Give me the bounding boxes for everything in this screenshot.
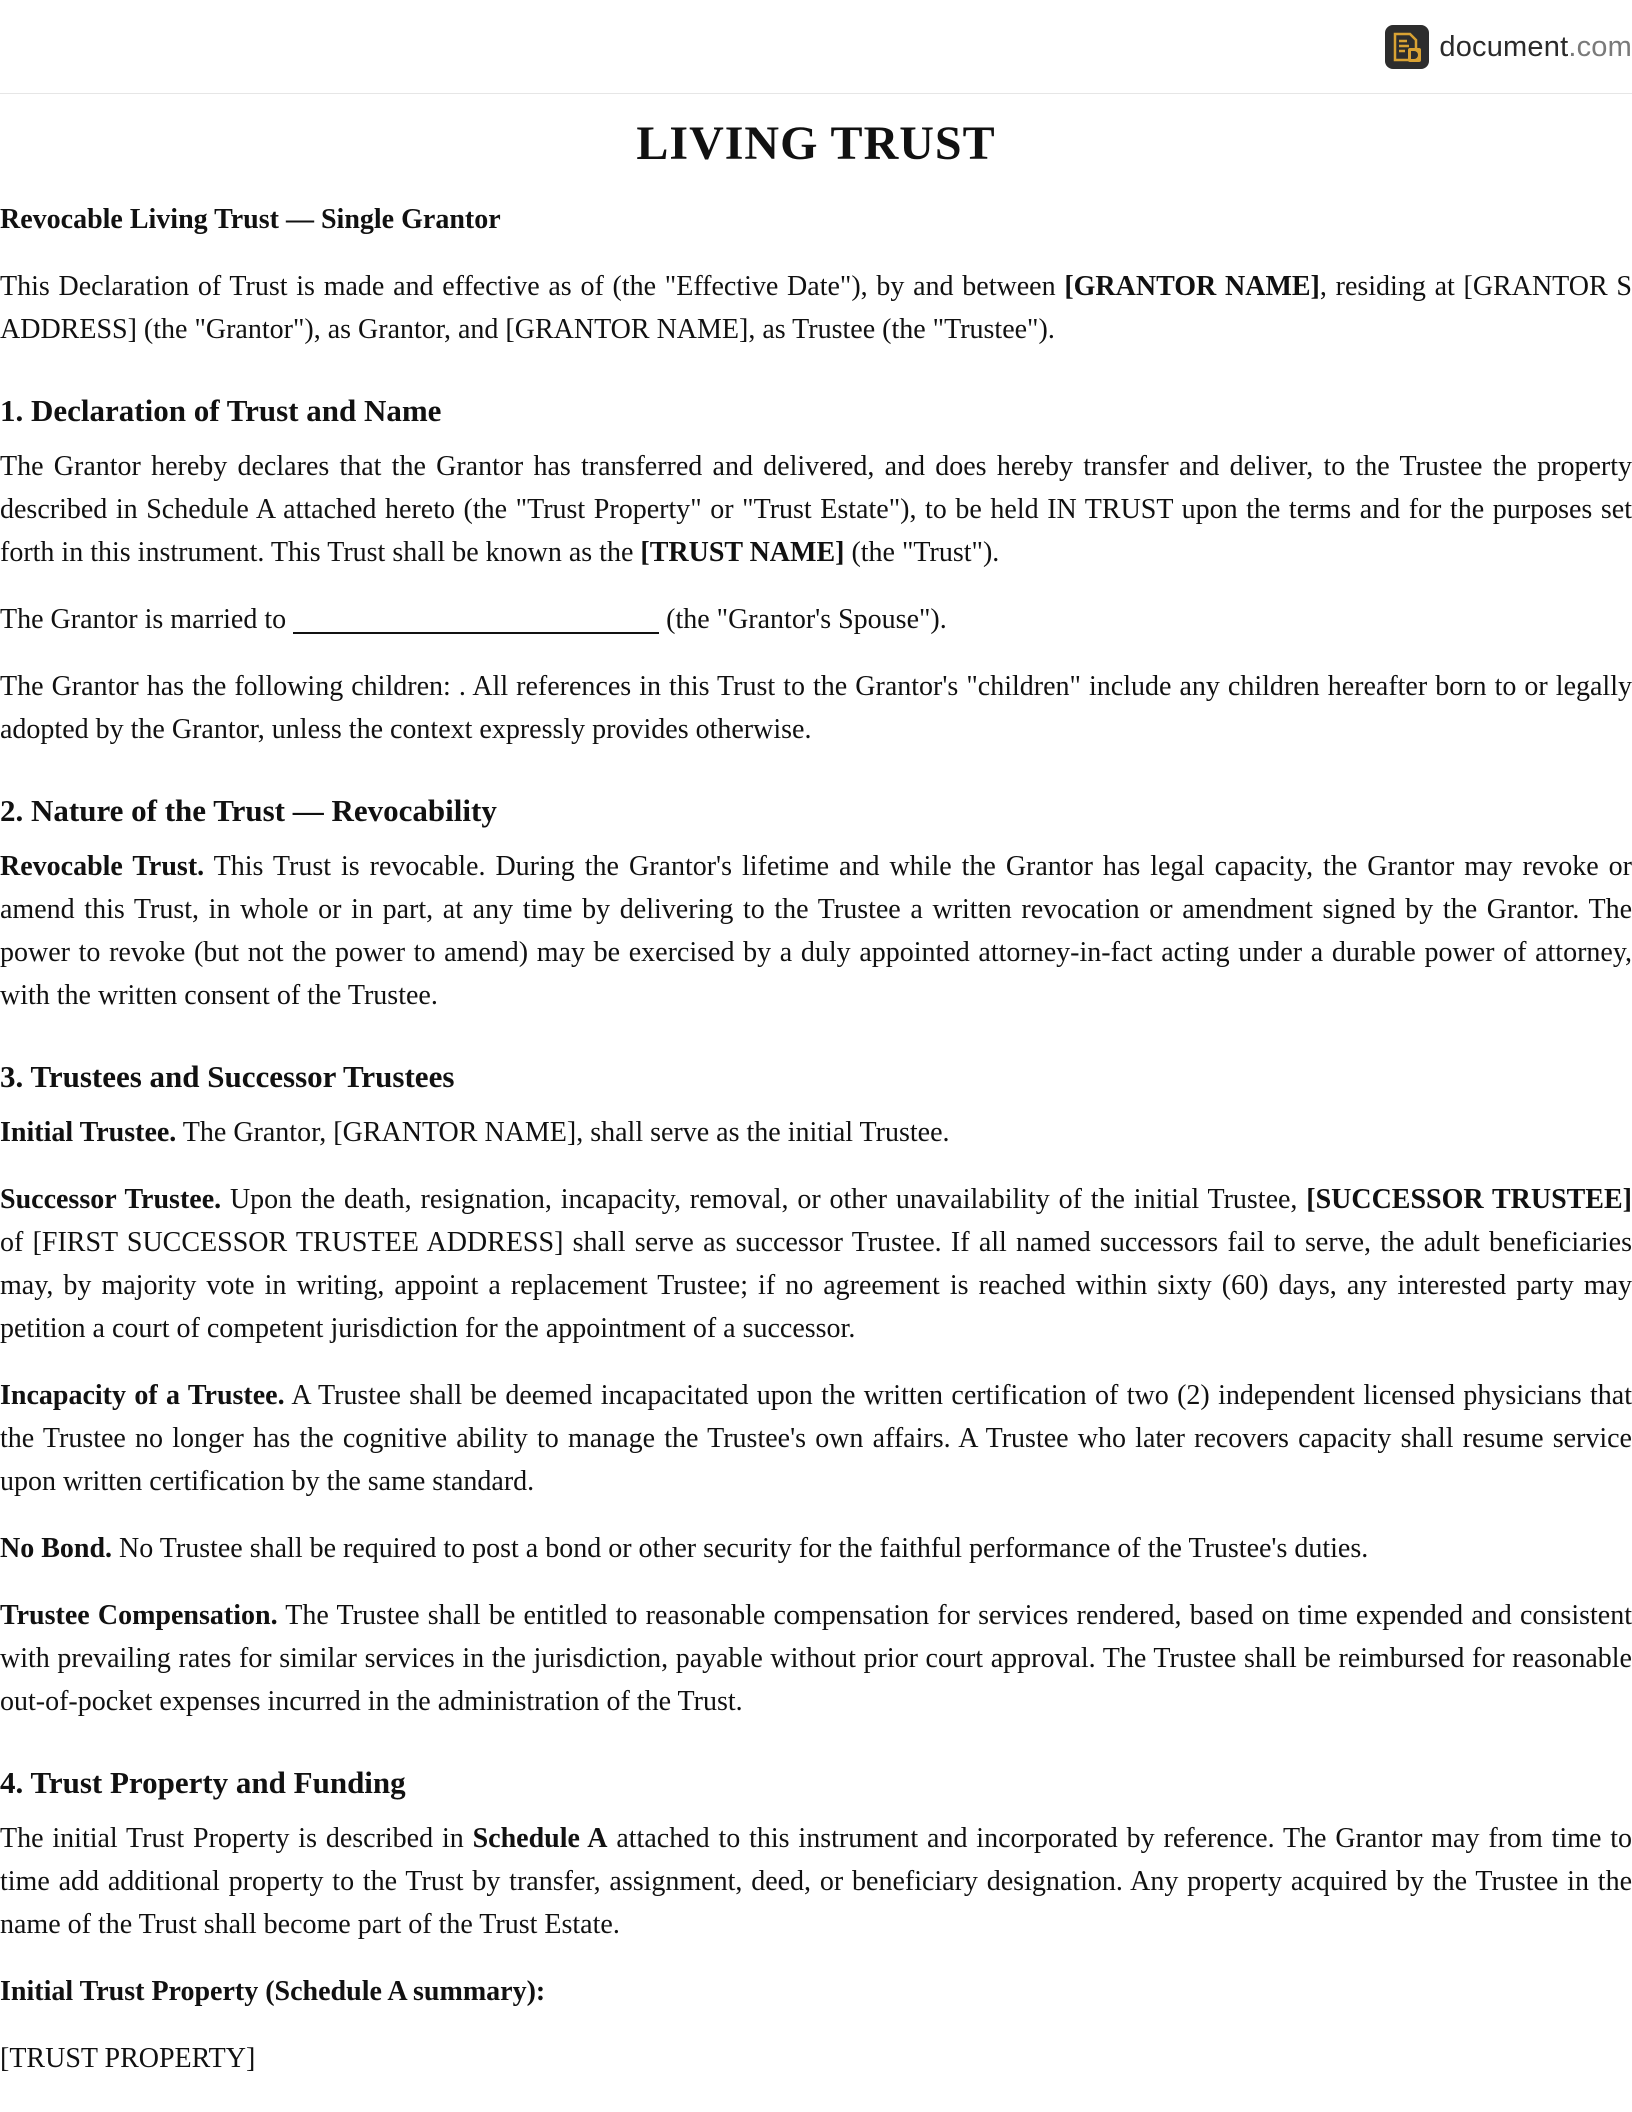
- document-title: LIVING TRUST: [636, 117, 996, 170]
- intro-grantor-name: [GRANTOR NAME]: [1064, 271, 1320, 302]
- section-4-heading: 4. Trust Property and Funding: [0, 1765, 406, 1800]
- successor-trustee-paragraph: [0, 1178, 1632, 1350]
- initial-trustee-paragraph: [0, 1111, 1632, 1154]
- top-bar: [0, 0, 1632, 94]
- s1-p2-text-1: The Grantor is married to: [0, 604, 294, 635]
- s1-p1-text-2: (the "Trust").: [844, 537, 1000, 568]
- successor-trustee-text-2: of [FIRST SUCCESSOR TRUSTEE ADDRESS] shall serve as successor Trustee. If all named successors fail to serve, the adult beneficiaries may, by majority vote in writing, appoint a replacement Trustee; if no agreement is reached within sixty (60) days, any interested party may petition a court of competent jurisdiction for the appointment of a successor.: [0, 1227, 1632, 1344]
- schedule-a-label-text: Initial Trust Property (Schedule A summary):: [0, 1976, 546, 2007]
- s4-p1-text-1: The initial Trust Property is described in: [0, 1823, 473, 1854]
- compensation-label: Trustee Compensation.: [0, 1600, 278, 1631]
- brand-name-tld: .com: [1568, 30, 1632, 63]
- incapacity-label: Incapacity of a Trustee.: [0, 1380, 285, 1411]
- spouse-blank-line: [293, 602, 659, 634]
- section-1-paragraph-2: [0, 598, 1632, 641]
- brand[interactable]: [1385, 25, 1632, 69]
- trust-name: [TRUST NAME]: [640, 537, 845, 568]
- section-1-heading: 1. Declaration of Trust and Name: [0, 393, 442, 428]
- initial-trustee-label: Initial Trustee.: [0, 1117, 177, 1148]
- s1-p1-text-1: The Grantor hereby declares that the Grantor has transferred and delivered, and does hereby transfer and deliver, to the Trustee the property described in Schedule A attached hereto (the "Trust Property" or "Trust Estate"), to be held IN TRUST upon the terms and for the purposes set forth in this instrument. This Trust shall be known as the: [0, 451, 1632, 568]
- initial-trustee-text: The Grantor, [GRANTOR NAME], shall serve as the initial Trustee.: [176, 1117, 950, 1148]
- revocable-trust-label: Revocable Trust.: [0, 851, 205, 882]
- intro-paragraph: [0, 265, 1632, 351]
- trust-property-placeholder: [TRUST PROPERTY]: [0, 2043, 256, 2074]
- successor-trustee-text-1: Upon the death, resignation, incapacity, removal, or other unavailability of the initial Trustee,: [221, 1184, 1307, 1215]
- schedule-a-ref: Schedule A: [472, 1823, 608, 1854]
- s4-p1-text-2: attached to this instrument and incorporated by reference. The Grantor may from time to time add additional property to the Trust by transfer, assignment, deed, or beneficiary designation. Any property acquired by the Trustee in the name of the Trust shall become part of the Trust Estate.: [0, 1823, 1632, 1940]
- no-bond-paragraph: [0, 1527, 1632, 1570]
- schedule-a-label: [0, 1970, 1632, 2013]
- no-bond-label: No Bond.: [0, 1533, 113, 1564]
- successor-trustee-name: [SUCCESSOR TRUSTEE]: [1306, 1184, 1632, 1215]
- incapacity-text: A Trustee shall be deemed incapacitated upon the written certification of two (2) independent licensed physicians that the Trustee no longer has the cognitive ability to manage the Trustee's own affairs. A Trustee who later recovers capacity shall resume service upon written certification by the same standard.: [0, 1380, 1632, 1497]
- brand-name-main: document: [1439, 30, 1569, 63]
- compensation-paragraph: [0, 1594, 1632, 1723]
- intro-text-1: This Declaration of Trust is made and effective as of (the "Effective Date"), by and between: [0, 271, 1065, 302]
- successor-trustee-label: Successor Trustee.: [0, 1184, 222, 1215]
- section-4-paragraph-1: [0, 1817, 1632, 1946]
- brand-name: [1439, 31, 1632, 64]
- intro-text-2: , residing at [GRANTOR S ADDRESS] (the "Grantor"), as Grantor, and [GRANTOR NAME], as Trustee (the "Trustee").: [0, 271, 1632, 345]
- incapacity-paragraph: [0, 1374, 1632, 1503]
- document-subtitle: Revocable Living Trust — Single Grantor: [0, 204, 501, 235]
- document-body: [0, 93, 1632, 2080]
- section-2-paragraph-1: [0, 845, 1632, 1017]
- no-bond-text: No Trustee shall be required to post a bond or other security for the faithful performance of the Trustee's duties.: [112, 1533, 1369, 1564]
- document-logo-icon: [1385, 25, 1429, 69]
- section-1-paragraph-3: The Grantor has the following children: . All references in this Trust to the Grantor's "children" include any children hereafter born to or legally adopted by the Grantor, unless the context expressly provides otherwise.: [0, 671, 1632, 745]
- s1-p2-text-2: (the "Grantor's Spouse").: [659, 604, 947, 635]
- s2-p1-text: This Trust is revocable. During the Grantor's lifetime and while the Grantor has legal capacity, the Grantor may revoke or amend this Trust, in whole or in part, at any time by delivering to the Trustee a written revocation or amendment signed by the Grantor. The power to revoke (but not the power to amend) may be exercised by a duly appointed attorney-in-fact acting under a durable power of attorney, with the written consent of the Trustee.: [0, 851, 1632, 1011]
- compensation-text: The Trustee shall be entitled to reasonable compensation for services rendered, based on time expended and consistent with prevailing rates for similar services in the jurisdiction, payable without prior court approval. The Trustee shall be reimbursed for reasonable out-of-pocket expenses incurred in the administration of the Trust.: [0, 1600, 1632, 1717]
- section-1-paragraph-1: [0, 445, 1632, 574]
- section-2-heading: 2. Nature of the Trust — Revocability: [0, 793, 497, 828]
- section-3-heading: 3. Trustees and Successor Trustees: [0, 1059, 455, 1094]
